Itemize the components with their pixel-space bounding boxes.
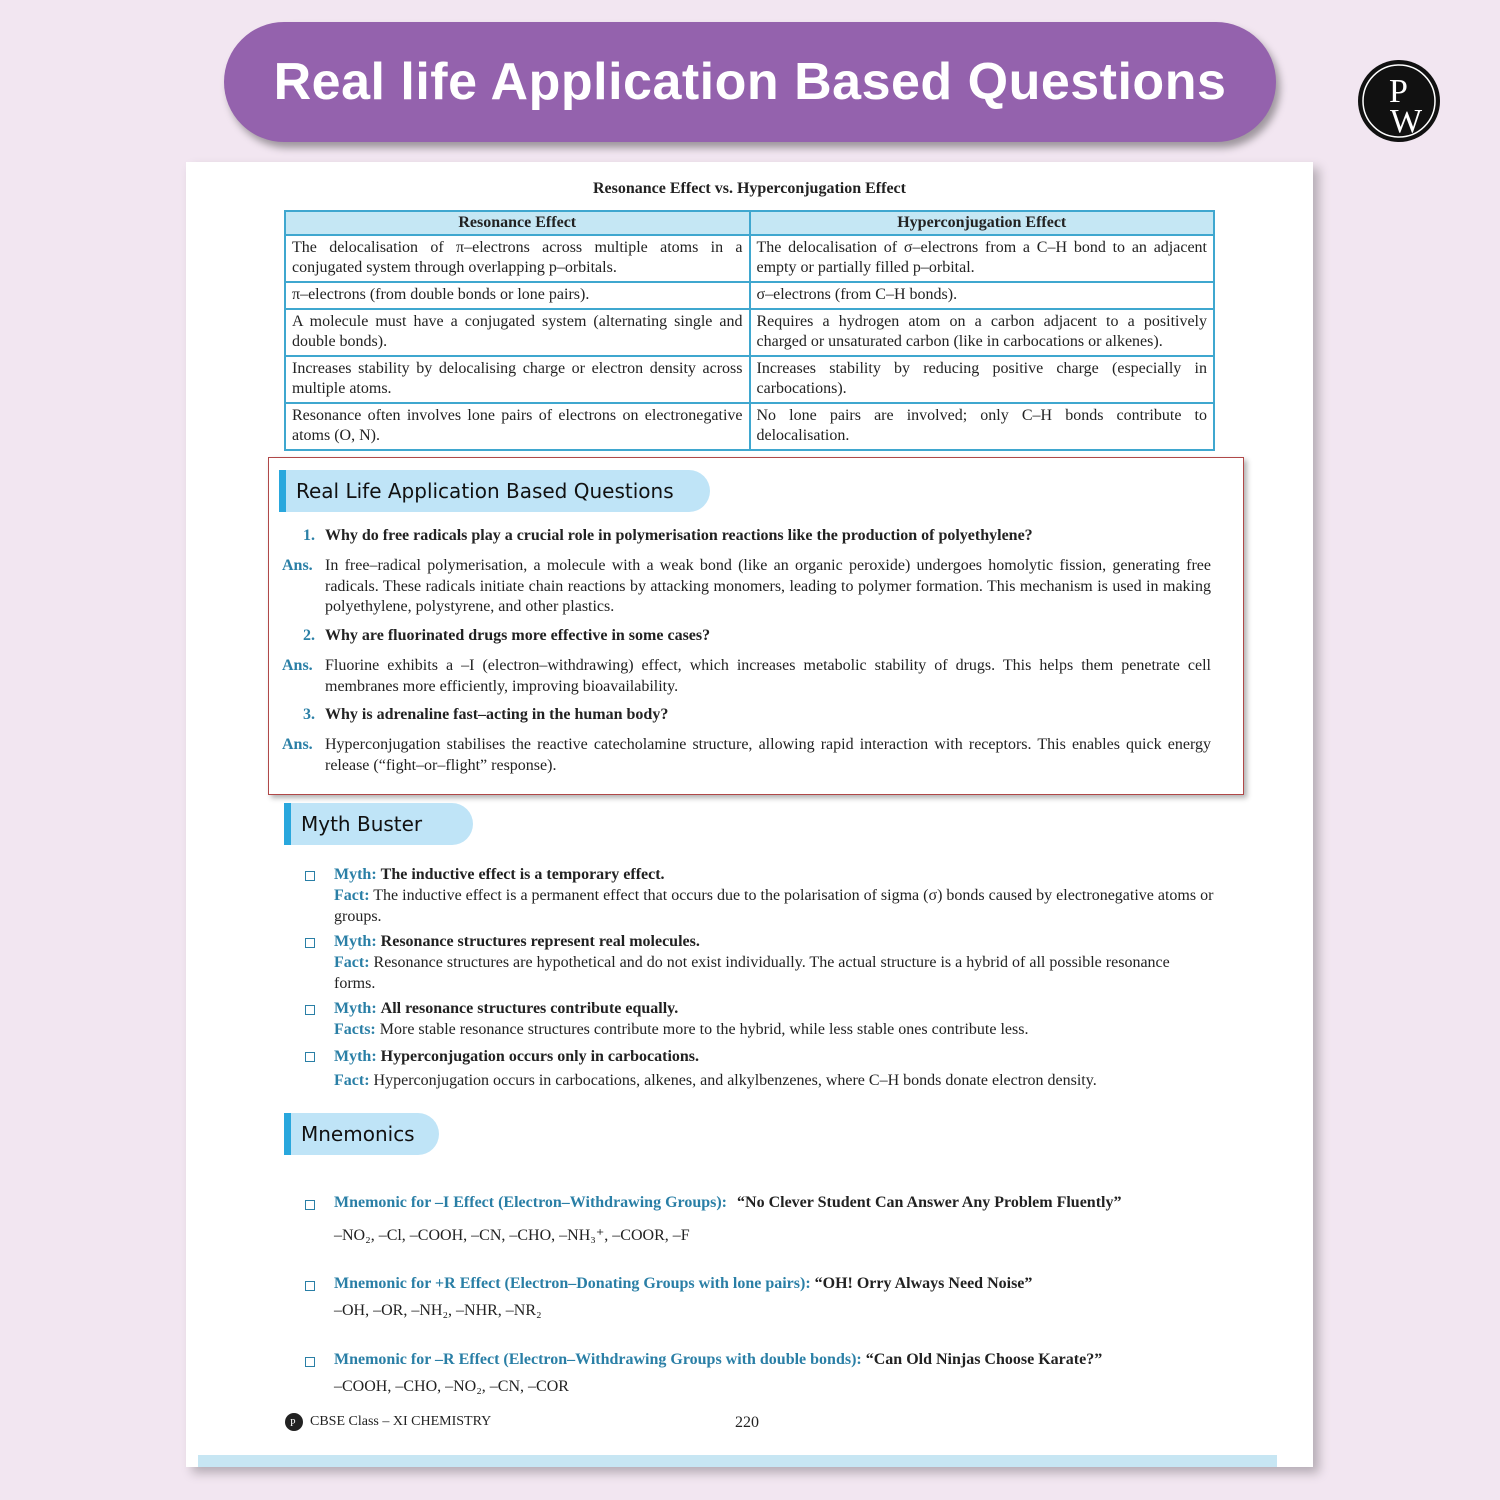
checkbox-bullet-icon bbox=[305, 871, 315, 881]
checkbox-bullet-icon bbox=[305, 938, 315, 948]
table-cell: σ–electrons (from C–H bonds). bbox=[750, 282, 1215, 309]
answer-label: Ans. bbox=[282, 557, 313, 574]
myth-text: The inductive effect is a temporary effect. bbox=[380, 866, 665, 883]
table-cell: Requires a hydrogen atom on a carbon adjacent to a positively charged or unsaturated carbon (like in carbocations or alkenes). bbox=[750, 309, 1215, 356]
mnemonic-groups: –NO₂, –Cl, –COOH, –CN, –CHO, –NH₃⁺, –COOR, –F bbox=[334, 1227, 690, 1244]
comparison-table bbox=[284, 210, 1215, 451]
mnemonic-groups: –OH, –OR, –NH₂, –NHR, –NR₂ bbox=[334, 1302, 542, 1319]
myth-label: Myth: bbox=[334, 866, 377, 883]
myth-item bbox=[334, 864, 1214, 927]
section-heading-mnemonics: Mnemonics bbox=[284, 1113, 439, 1155]
page-footer bbox=[284, 1412, 491, 1432]
banner-title: Real life Application Based Questions bbox=[273, 53, 1227, 111]
title-banner bbox=[224, 22, 1276, 142]
myth-label: Myth: bbox=[334, 1048, 377, 1065]
table-cell: π–electrons (from double bonds or lone pairs). bbox=[285, 282, 750, 309]
mnemonic-item bbox=[334, 1349, 1234, 1397]
myth-item bbox=[334, 931, 1214, 994]
checkbox-bullet-icon bbox=[305, 1200, 315, 1210]
real-life-questions-box bbox=[268, 457, 1244, 795]
mnemonic-groups: –COOH, –CHO, –NO₂, –CN, –COR bbox=[334, 1378, 569, 1395]
page-number: 220 bbox=[735, 1414, 759, 1431]
fact-text: The inductive effect is a permanent effect that occurs due to the polarisation of sigma (σ) bonds caused by electronegative atoms or groups. bbox=[334, 887, 1214, 925]
qa-list bbox=[269, 522, 1243, 782]
mnemonic-title: Mnemonic for –R Effect (Electron–Withdrawing Groups with double bonds): bbox=[334, 1351, 862, 1368]
table-cell: A molecule must have a conjugated system (alternating single and double bonds). bbox=[285, 309, 750, 356]
fact-label: Fact: bbox=[334, 954, 370, 971]
table-row bbox=[285, 309, 1214, 356]
table-header-row bbox=[285, 211, 1214, 235]
checkbox-bullet-icon bbox=[305, 1052, 315, 1062]
checkbox-bullet-icon bbox=[305, 1281, 315, 1291]
table-title: Resonance Effect vs. Hyperconjugation Effect bbox=[593, 180, 906, 197]
question-number: 2. bbox=[303, 627, 315, 644]
table-cell: Resonance often involves lone pairs of electrons on electronegative atoms (O, N). bbox=[285, 403, 750, 450]
checkbox-bullet-icon bbox=[305, 1005, 315, 1015]
table-row bbox=[285, 403, 1214, 450]
question-number: 3. bbox=[303, 706, 315, 723]
fact-text: More stable resonance structures contribute more to the hybrid, while less stable ones contribute less. bbox=[379, 1021, 1029, 1038]
myth-text: Resonance structures represent real molecules. bbox=[380, 933, 700, 950]
myth-item bbox=[334, 998, 1214, 1040]
answer-label: Ans. bbox=[282, 657, 313, 674]
pw-small-logo-icon bbox=[284, 1412, 304, 1432]
book-page bbox=[186, 162, 1313, 1467]
mnemonic-item bbox=[334, 1192, 1234, 1246]
checkbox-bullet-icon bbox=[305, 1357, 315, 1367]
answer-text: In free–radical polymerisation, a molecule with a weak bond (like an organic peroxide) undergoes homolytic fission, generating free radicals. These radicals initiate chain reactions by attacking monomers, leading to polymer formation. This mechanism is used in making polyethylene, polystyrene, and other plastics. bbox=[325, 557, 1211, 615]
myth-text: All resonance structures contribute equally. bbox=[380, 1000, 679, 1017]
answer-label: Ans. bbox=[282, 736, 313, 753]
mnemonic-item bbox=[334, 1273, 1234, 1321]
fact-label: Facts: bbox=[334, 1021, 376, 1038]
table-row bbox=[285, 356, 1214, 403]
table-cell: The delocalisation of π–electrons across multiple atoms in a conjugated system through overlapping p–orbitals. bbox=[285, 235, 750, 282]
myth-text: Hyperconjugation occurs only in carbocations. bbox=[380, 1048, 700, 1065]
answer-text: Hyperconjugation stabilises the reactive catecholamine structure, allowing rapid interaction with receptors. This enables quick energy release (“fight–or–flight” response). bbox=[325, 736, 1211, 774]
pw-logo-icon bbox=[1356, 58, 1442, 144]
myth-label: Myth: bbox=[334, 933, 377, 950]
fact-label: Fact: bbox=[334, 887, 370, 904]
table-header: Resonance Effect bbox=[285, 211, 750, 235]
footer-book-title: CBSE Class – XI CHEMISTRY bbox=[310, 1414, 492, 1429]
mnemonic-phrase: “OH! Orry Always Need Noise” bbox=[814, 1275, 1033, 1292]
page-bottom-strip bbox=[198, 1455, 1277, 1467]
question-text: Why do free radicals play a crucial role in polymerisation reactions like the production of polyethylene? bbox=[325, 527, 1033, 544]
section-heading-myth-buster: Myth Buster bbox=[284, 803, 473, 845]
fact-text: Resonance structures are hypothetical and do not exist individually. The actual structure is a hybrid of all possible resonance forms. bbox=[334, 954, 1170, 992]
question-number: 1. bbox=[303, 527, 315, 544]
svg-text:P: P bbox=[290, 1418, 296, 1429]
mnemonic-title: Mnemonic for –I Effect (Electron–Withdrawing Groups): bbox=[334, 1194, 728, 1211]
fact-label: Fact: bbox=[334, 1072, 370, 1089]
question-text: Why is adrenaline fast–acting in the human body? bbox=[325, 706, 669, 723]
mnemonic-phrase: “Can Old Ninjas Choose Karate?” bbox=[865, 1351, 1103, 1368]
fact-text: Hyperconjugation occurs in carbocations, alkenes, and alkylbenzenes, where C–H bonds donate electron density. bbox=[373, 1072, 1097, 1089]
answer-text: Fluorine exhibits a –I (electron–withdrawing) effect, which increases metabolic stability of drugs. This helps them penetrate cell membranes more efficiently, improving bioavailability. bbox=[325, 657, 1211, 695]
table-header: Hyperconjugation Effect bbox=[750, 211, 1215, 235]
mnemonic-title: Mnemonic for +R Effect (Electron–Donating Groups with lone pairs): bbox=[334, 1275, 811, 1292]
svg-text:W: W bbox=[1390, 103, 1423, 140]
table-row bbox=[285, 282, 1214, 309]
section-heading-real-life: Real Life Application Based Questions bbox=[279, 470, 710, 512]
myth-label: Myth: bbox=[334, 1000, 377, 1017]
svg-text:P: P bbox=[1389, 73, 1408, 110]
table-cell: No lone pairs are involved; only C–H bonds contribute to delocalisation. bbox=[750, 403, 1215, 450]
mnemonic-phrase: “No Clever Student Can Answer Any Problem Fluently” bbox=[737, 1194, 1122, 1211]
table-cell: The delocalisation of σ–electrons from a C–H bond to an adjacent empty or partially filled p–orbital. bbox=[750, 235, 1215, 282]
myth-item bbox=[334, 1045, 1214, 1093]
table-row bbox=[285, 235, 1214, 282]
table-cell: Increases stability by delocalising charge or electron density across multiple atoms. bbox=[285, 356, 750, 403]
table-cell: Increases stability by reducing positive charge (especially in carbocations). bbox=[750, 356, 1215, 403]
question-text: Why are fluorinated drugs more effective in some cases? bbox=[325, 627, 711, 644]
